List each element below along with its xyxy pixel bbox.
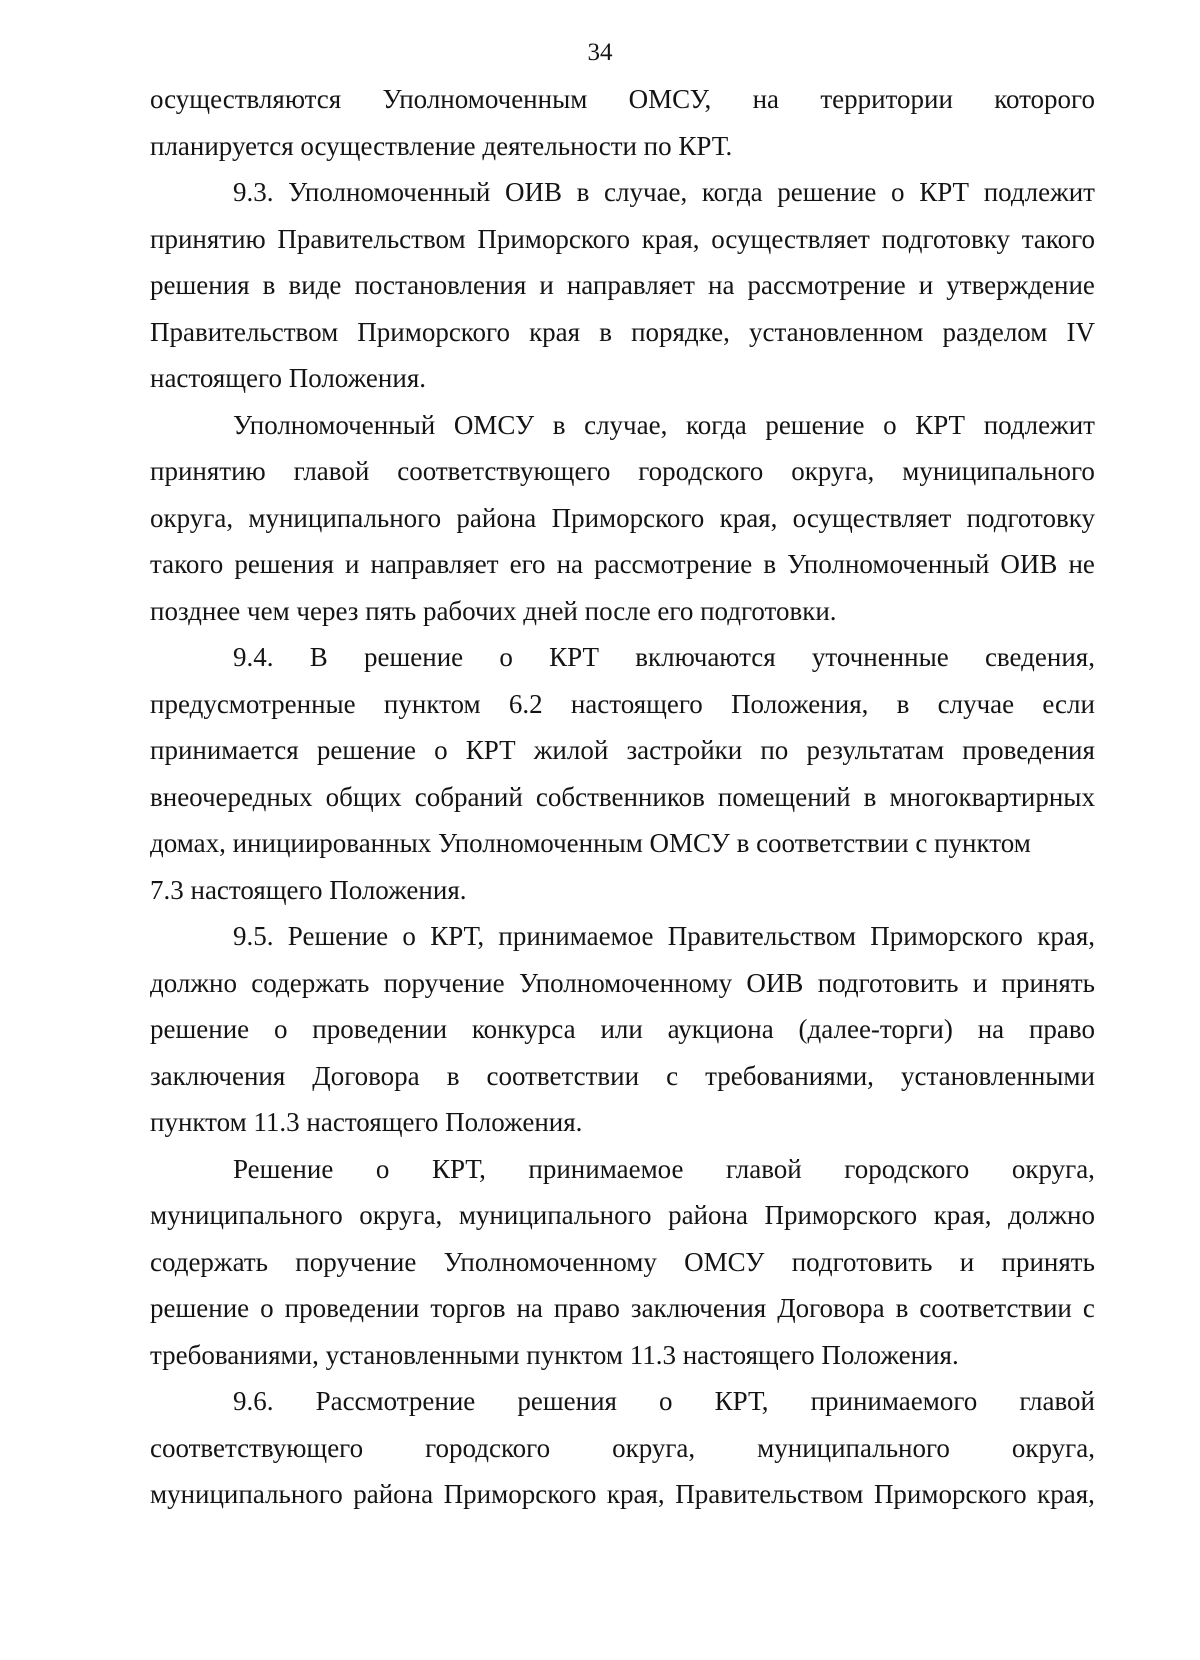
word: решения — [234, 549, 334, 579]
word: решения — [150, 270, 250, 300]
word: конкурса — [471, 1014, 576, 1044]
word: принять — [1001, 1246, 1095, 1277]
text-line — [150, 1006, 1095, 1053]
word: соответствии — [486, 1060, 640, 1091]
word: установленными — [900, 1060, 1095, 1091]
word: Уполномоченным — [382, 84, 588, 114]
word: в — [262, 270, 276, 300]
word: ОМСУ, — [628, 84, 712, 114]
text-line — [150, 960, 1095, 1007]
word: принять — [1001, 967, 1095, 998]
word: должно — [1008, 1200, 1095, 1230]
word: направляет — [566, 270, 695, 300]
text-line — [150, 634, 1095, 681]
word: его — [509, 549, 546, 579]
word: в — [552, 409, 566, 440]
word: с — [1082, 1293, 1095, 1323]
text-line — [150, 76, 1095, 123]
word: в — [763, 549, 777, 579]
word: КРТ — [465, 735, 516, 765]
word: установленном — [748, 316, 924, 347]
word: пунктом — [383, 688, 481, 719]
word: Решение — [233, 1153, 334, 1184]
text-line — [150, 1239, 1095, 1286]
word: подлежит — [983, 177, 1095, 207]
text-line — [150, 495, 1095, 542]
word: проведения — [962, 735, 1095, 765]
word: решение — [150, 1014, 250, 1044]
word: муниципального — [902, 456, 1095, 486]
word: территории — [820, 84, 953, 114]
word: принимаемого — [810, 1386, 978, 1416]
word: главой — [1019, 1386, 1095, 1416]
word: постановления — [354, 270, 527, 300]
word: Положения, — [731, 688, 869, 719]
word: когда — [701, 177, 763, 207]
word: городского — [425, 1432, 551, 1463]
word: муниципального — [150, 1200, 343, 1230]
word: на — [516, 1293, 543, 1323]
word: результатам — [806, 735, 945, 765]
word: виде — [288, 270, 342, 300]
word: по — [760, 735, 789, 765]
word: края, — [641, 223, 700, 254]
word: решение — [765, 409, 865, 440]
word: 9.3. — [233, 177, 274, 207]
word: муниципального — [150, 1479, 343, 1509]
word: жилой — [533, 735, 609, 765]
word: и — [539, 270, 554, 300]
word: в — [896, 688, 910, 719]
text-line — [150, 1192, 1095, 1239]
word: главой — [726, 1153, 802, 1184]
word: такого — [150, 549, 224, 579]
word: заключения — [150, 1060, 286, 1091]
word: содержать — [150, 1246, 268, 1277]
word: округа, — [1011, 1153, 1095, 1184]
word: на — [556, 549, 584, 579]
word: соответствии — [919, 1293, 1072, 1323]
text-line — [150, 913, 1095, 960]
word: сведения, — [984, 642, 1095, 672]
word: КРТ, — [430, 921, 485, 951]
text-line — [150, 1471, 1095, 1518]
word: Правительством — [675, 1479, 864, 1509]
word: содержать — [251, 967, 370, 998]
word: о — [659, 1386, 673, 1416]
word: округа, — [359, 1200, 443, 1230]
word: на — [752, 84, 779, 114]
word: на — [708, 270, 735, 300]
word: муниципального — [757, 1432, 950, 1463]
word: КРТ — [549, 642, 600, 672]
word: если — [1042, 688, 1095, 719]
word: КРТ — [915, 409, 966, 440]
word: такого — [1021, 223, 1095, 254]
word: округа, — [612, 1432, 696, 1463]
word: 9.6. — [233, 1386, 274, 1416]
word: 6.2 — [508, 688, 543, 719]
word: требованиями, — [705, 1060, 874, 1091]
word: проведении — [284, 1293, 420, 1323]
word: подготовку — [966, 502, 1095, 533]
word: Уполномоченному — [443, 1246, 657, 1277]
word: направляет — [370, 549, 499, 579]
word: поручение — [295, 1246, 417, 1277]
word: которого — [994, 84, 1095, 114]
text-line: планируется осуществление деятельности по КРТ. — [150, 130, 733, 161]
word: КРТ — [919, 177, 970, 207]
word: Уполномоченный — [233, 409, 436, 440]
text-line: настоящего Положения. — [150, 363, 426, 393]
text-line — [150, 541, 1095, 588]
word: утверждение — [946, 270, 1095, 300]
word: торгов — [430, 1293, 506, 1323]
text-line — [150, 1053, 1095, 1100]
word: и — [918, 270, 934, 300]
word: ОИВ — [1000, 549, 1058, 579]
word: округа, — [791, 456, 875, 486]
word: края, — [1037, 921, 1095, 951]
word: рассмотрение — [747, 270, 906, 300]
word: помещений — [717, 781, 851, 812]
word: подготовить — [791, 1246, 933, 1277]
word: в — [863, 781, 877, 812]
word: IV — [1066, 316, 1095, 347]
word: застройки — [626, 735, 743, 765]
word: должно — [150, 967, 237, 998]
word: Договора — [777, 1293, 885, 1323]
word: порядке, — [631, 316, 730, 347]
word: проведении — [312, 1014, 448, 1044]
word: решения — [517, 1386, 617, 1416]
text-line: требованиями, установленными пунктом 11.3 настоящего Положения. — [150, 1339, 959, 1370]
word: и — [344, 549, 360, 579]
word: решение — [150, 1293, 250, 1323]
word: в — [576, 177, 590, 207]
word: Приморского — [443, 1479, 597, 1509]
word: право — [553, 1293, 620, 1323]
word: разделом — [942, 316, 1048, 347]
word: предусмотренные — [150, 688, 356, 719]
word: внеочередных — [150, 781, 313, 812]
word: осуществляет — [792, 502, 952, 533]
word: в — [895, 1293, 909, 1323]
text-line — [150, 262, 1095, 309]
word: осуществляет — [711, 223, 870, 254]
word: Уполномоченный — [288, 177, 491, 207]
page-number: 34 — [587, 39, 613, 66]
word: случае, — [604, 177, 688, 207]
word: Правительством — [277, 223, 466, 254]
word: собственников — [535, 781, 705, 812]
word: и — [959, 1246, 975, 1277]
document-body — [150, 76, 1095, 1518]
word: подлежит — [983, 409, 1095, 440]
word: случае, — [584, 409, 668, 440]
word: Приморского — [870, 921, 1023, 951]
word: осуществляются — [150, 84, 342, 114]
word: принятию — [150, 456, 266, 486]
text-line: позднее чем через пять рабочих дней после его подготовки. — [150, 595, 837, 626]
word: право — [1028, 1014, 1095, 1044]
word: В — [309, 642, 328, 672]
text-line — [150, 216, 1095, 263]
word: края — [529, 316, 581, 347]
word: района — [456, 502, 537, 533]
word: района — [668, 1200, 748, 1230]
word: (далее-торги) — [798, 1014, 953, 1044]
word: не — [1068, 549, 1095, 579]
word: о — [260, 1293, 274, 1323]
word: Приморского — [764, 1200, 918, 1230]
word: муниципального — [458, 1200, 652, 1230]
word: ОИВ — [746, 967, 804, 998]
word: соответствующего — [150, 1432, 364, 1463]
word: Уполномоченный — [787, 549, 990, 579]
word: Решение — [287, 921, 389, 951]
word: края, — [719, 502, 778, 533]
text-line — [150, 727, 1095, 774]
word: рассмотрение — [594, 549, 753, 579]
word: принимается — [150, 735, 299, 765]
word: в — [446, 1060, 460, 1091]
word: края, — [1037, 1479, 1095, 1509]
word: собраний — [414, 781, 523, 812]
word: Рассмотрение — [315, 1386, 476, 1416]
word: городского — [638, 456, 764, 486]
word: соответствующего — [397, 456, 611, 486]
word: о — [402, 921, 416, 951]
text-line — [150, 1146, 1095, 1193]
word: подготовить — [817, 967, 959, 998]
word: округа, — [1011, 1432, 1095, 1463]
word: о — [375, 1153, 390, 1184]
word: муниципального — [248, 502, 442, 533]
word: когда — [685, 409, 747, 440]
word: подготовку — [881, 223, 1010, 254]
text-line — [150, 169, 1095, 216]
word: о — [891, 177, 905, 207]
word: принятию — [150, 223, 266, 254]
text-line — [150, 1425, 1095, 1472]
word: аукциона — [667, 1014, 774, 1044]
word: в — [599, 316, 612, 347]
word: Приморского — [357, 316, 510, 347]
word: случае — [937, 688, 1015, 719]
word: настоящего — [570, 688, 703, 719]
word: ОМСУ — [684, 1246, 765, 1277]
word: 9.4. — [233, 642, 274, 672]
text-line — [150, 309, 1095, 356]
word: заключения — [630, 1293, 767, 1323]
text-line: пунктом 11.3 настоящего Положения. — [150, 1107, 583, 1137]
text-line: 7.3 настоящего Положения. — [150, 874, 467, 905]
word: ОМСУ — [453, 409, 535, 440]
word: Приморского — [477, 223, 630, 254]
text-line — [150, 1378, 1095, 1425]
word: многоквартирных — [889, 781, 1095, 812]
word: Договора — [312, 1060, 420, 1091]
word: края, — [606, 1479, 665, 1509]
text-line — [150, 1285, 1095, 1332]
text-line — [150, 448, 1095, 495]
word: принимаемое — [498, 921, 654, 951]
word: о — [434, 735, 448, 765]
text-line — [150, 774, 1095, 821]
word: КРТ, — [714, 1386, 769, 1416]
word: решение — [316, 735, 416, 765]
word: или — [600, 1014, 643, 1044]
text-line — [150, 681, 1095, 728]
text-line — [150, 402, 1095, 449]
word: Приморского — [873, 1479, 1027, 1509]
text-line: домах, инициированных Уполномоченным ОМСУ в соответствии с пунктом — [150, 828, 1031, 858]
word: района — [353, 1479, 434, 1509]
word: округа, — [150, 502, 234, 533]
word: на — [977, 1014, 1005, 1044]
word: с — [666, 1060, 679, 1091]
word: Правительством — [667, 921, 856, 951]
word: принимаемое — [528, 1153, 684, 1184]
word: городского — [844, 1153, 970, 1184]
word: решение — [777, 177, 877, 207]
word: Приморского — [551, 502, 705, 533]
word: решение — [364, 642, 464, 672]
word: о — [883, 409, 897, 440]
word: уточненные — [811, 642, 949, 672]
word: и — [972, 967, 988, 998]
word: Правительством — [150, 316, 339, 347]
word: общих — [325, 781, 402, 812]
word: Уполномоченному — [518, 967, 733, 998]
word: о — [273, 1014, 288, 1044]
word: главой — [293, 456, 370, 486]
word: включаются — [635, 642, 776, 672]
word: 9.5. — [233, 921, 274, 951]
word: о — [499, 642, 513, 672]
word: КРТ, — [431, 1153, 486, 1184]
word: поручение — [383, 967, 505, 998]
word: края, — [933, 1200, 992, 1230]
word: ОИВ — [504, 177, 562, 207]
